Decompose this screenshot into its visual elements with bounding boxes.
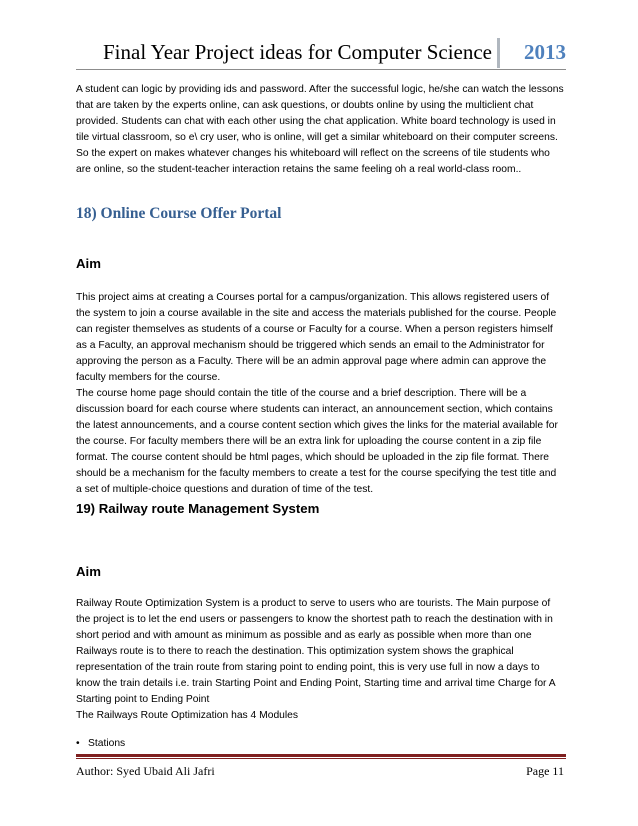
list-item-label: Stations — [88, 738, 126, 749]
section-19-aim-heading: Aim — [76, 564, 101, 579]
section-19-paragraph-1: Railway Route Optimization System is a product to serve to users who are tourists. The Main purpose of the project is to let the end users or passengers to know the shortest path to reach the destination with in short period and with amount as minimum as possible and as early as possible when more than one Railways route is to there to reach the destination. This optimization system shows the graphical representation of the train route from staring point to ending point, this is very use full in now a days to know the train details i.e. train Starting Point and Ending Point, Starting time and arrival time Charge for A Starting point to Ending Point — [76, 598, 556, 705]
bullet-icon: • — [76, 738, 80, 749]
header-rule — [76, 69, 566, 70]
intro-paragraph: A student can logic by providing ids and password. After the successful logic, he/she can watch the lessons that are taken by the experts online, can ask questions, or doubts online by using the multiclient chat provided. Students can chat with each other using the chat application. White board technology is used in tile virtual classroom, so e\ cry user, who is online, will get a similar whiteboard on their computer screens. So the expert on makes whatever changes his whiteboard will reflect on the screens of tile students who are online, so the student-teacher interaction retains the same feeling oh a real world-class room.. — [76, 84, 564, 175]
section-18-aim-heading: Aim — [76, 256, 101, 271]
section-19-heading: 19) Railway route Management System — [76, 501, 320, 516]
section-18-paragraph-1: This project aims at creating a Courses portal for a campus/organization. This allows registered users of the system to join a course available in the site and access the materials published for the course. People can register themselves as students of a course or Faculty for a course. When a person registers himself as a Faculty, an approval mechanism should be triggered which sends an email to the Administrator for approving the person as a Faculty. There will be an admin approval page where admin can approve the faculty members for the course. — [76, 292, 557, 383]
footer-rule-thin — [76, 758, 566, 759]
footer-page-number: Page 11 — [526, 764, 564, 778]
header-title: Final Year Project ideas for Computer Science — [103, 40, 492, 64]
page-header — [76, 38, 566, 68]
modules-line: The Railways Route Optimization has 4 Modules — [76, 710, 299, 721]
section-18-heading: 18) Online Course Offer Portal — [76, 205, 282, 222]
header-separator — [497, 38, 500, 68]
section-18-paragraph-2: The course home page should contain the title of the course and a brief description. There will be a discussion board for each course where students can interact, an announcement section, which contains the latest announcements, and a course content section which gives the links for the material available for the course. For faculty members there will be an extra link for uploading the course content in a zip file format. The course content should be html pages, which should be uploaded in the zip file format. There should be a mechanism for the faculty members to create a test for the course specifying the test title and a set of multiple-choice questions and duration of time of the test. — [76, 388, 558, 495]
list-item — [76, 738, 125, 749]
footer-rule-thick — [76, 754, 566, 757]
header-year: 2013 — [524, 40, 566, 64]
footer-author: Author: Syed Ubaid Ali Jafri — [76, 764, 215, 778]
